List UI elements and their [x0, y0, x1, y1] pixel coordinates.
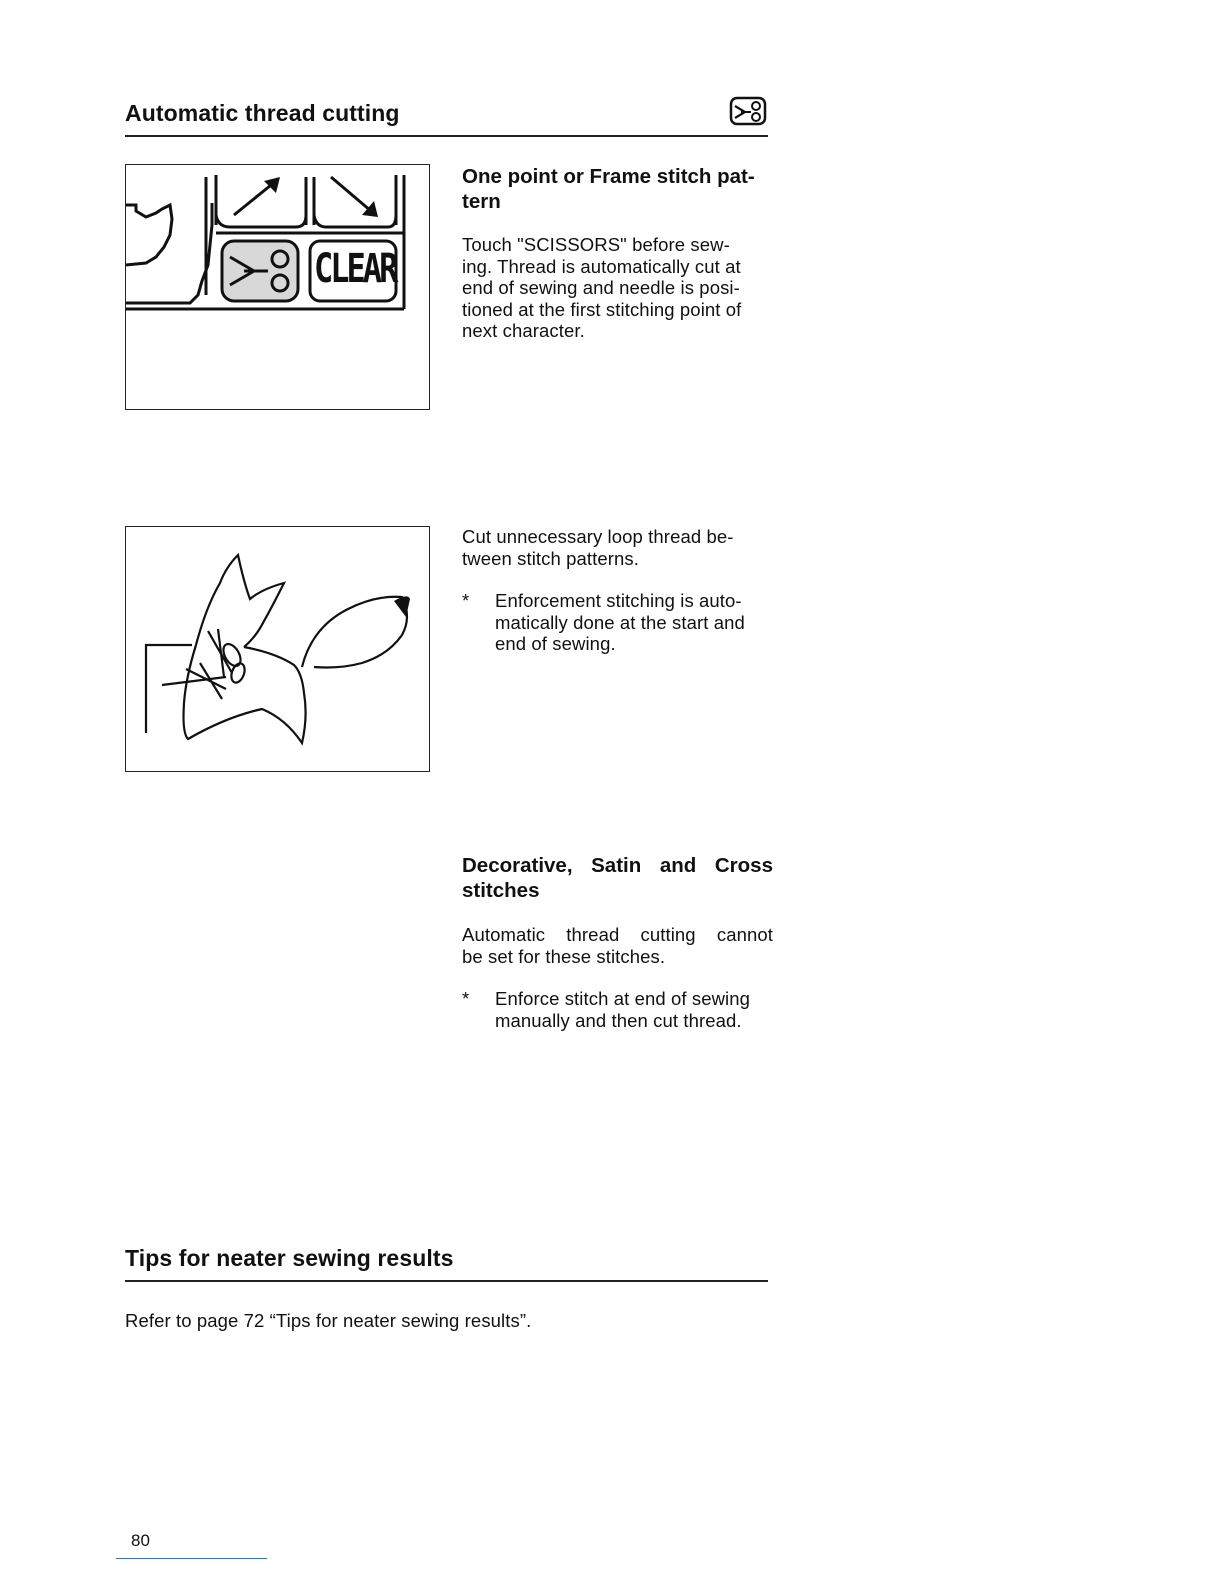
section-heading-decorative: Decorative, Satin and Cross stitches: [462, 854, 773, 902]
note-enforcement: * Enforcement stitching is auto- matically done at the start and end of sewing.: [462, 590, 745, 654]
figure-panel-screen: [125, 164, 430, 410]
section-heading-one-point: One point or Frame stitch pat- tern: [462, 165, 755, 213]
section-body-loop: Cut unnecessary loop thread be- tween stitch patterns.: [462, 526, 734, 569]
section-body-one-point: Touch "SCISSORS" before sew- ing. Thread is automatically cut at end of sewing and needle is posi- tioned at the first stitching point of next character.: [462, 234, 742, 341]
tips-body: Refer to page 72 “Tips for neater sewing results”.: [125, 1310, 532, 1331]
header-rule: [125, 135, 768, 137]
clear-button-label: CLEAR: [314, 244, 396, 292]
scissors-button-illustration: [222, 241, 298, 301]
arrow-down-right-icon: [331, 177, 378, 217]
page-number: 80: [131, 1531, 150, 1550]
tips-title: Tips for neater sewing results: [125, 1245, 454, 1271]
scissors-icon: [729, 96, 767, 126]
figure-loop-cutting: [125, 526, 430, 772]
note-enforce-stitch: * Enforce stitch at end of sewing manually and then cut thread.: [462, 988, 751, 1031]
page-title: Automatic thread cutting: [125, 100, 400, 126]
fabric-loop-illustration: [146, 555, 407, 743]
arrow-up-right-icon: [234, 177, 280, 215]
note-bullet: *: [462, 590, 470, 611]
note-bullet: *: [462, 988, 470, 1009]
scissors-icon: [208, 629, 247, 684]
footer-line: [116, 1558, 267, 1559]
section-body-decorative: Automatic thread cutting cannot be set for these stitches.: [462, 924, 773, 967]
tips-rule: [125, 1280, 768, 1282]
